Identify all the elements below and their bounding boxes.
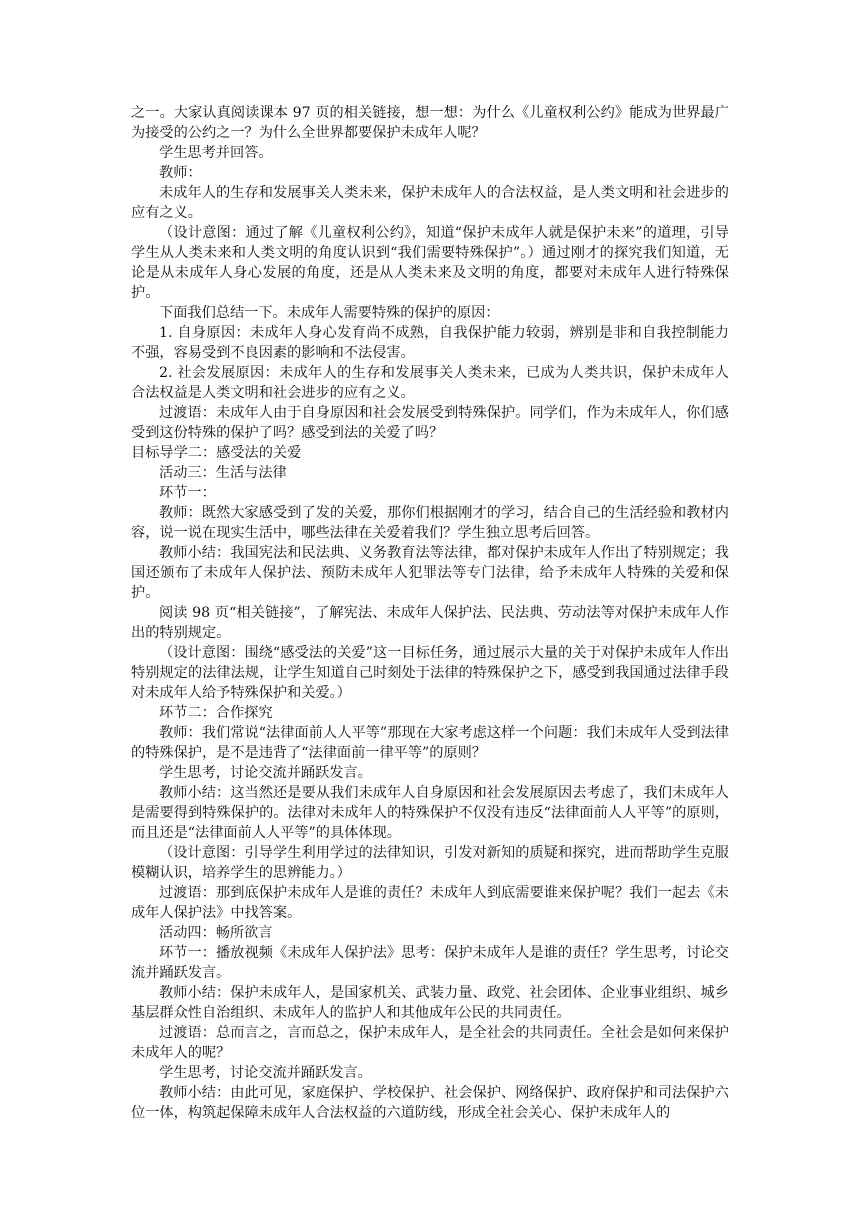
teacher-summary: 教师小结：我国宪法和民法典、义务教育法等法律，都对保护未成年人作出了特别规定；我国还颁布了未成年人保护法、预防未成年人犯罪法等专门法律，给予未成年人特殊的关爱和保护。	[131, 545, 729, 601]
paragraph: 之一。大家认真阅读课本 97 页的相关链接，想一想：为什么《儿童权利公约》能成为世界最广为接受的公约之一？为什么全世界都要保护未成年人呢？	[131, 105, 729, 141]
paragraph: 教师：	[159, 165, 202, 181]
transition-text: 过渡语：未成年人由于自身原因和社会发展受到特殊保护。同学们，作为未成年人，你们感受到这份特殊的保护了吗？感受到法的关爱了吗？	[131, 405, 729, 441]
teacher-summary: 教师小结：保护未成年人，是国家机关、武装力量、政党、社会团体、企业事业组织、城乡基层群众性自治组织、未成年人的监护人和其他成年公民的共同责任。	[131, 985, 729, 1021]
paragraph: 阅读 98 页“相关链接”，了解宪法、未成年人保护法、民法典、劳动法等对保护未成年人作出的特别规定。	[131, 605, 729, 641]
activity-heading: 活动四：畅所欲言	[159, 925, 273, 941]
paragraph: 教师：我们常说“法律面前人人平等”那现在大家考虑这样一个问题：我们未成年人受到法律的特殊保护，是不是违背了“法律面前一律平等”的原则？	[131, 725, 729, 761]
design-intent-note: （设计意图：围绕“感受法的关爱”这一目标任务，通过展示大量的关于对保护未成年人作出特别规定的法律法规，让学生知道自己时刻处于法律的特殊保护之下，感受到我国通过法律手段对未成年人给予特殊保护和关爱。）	[131, 645, 729, 701]
teacher-summary: 教师小结：这当然还是要从我们未成年人自身原因和社会发展原因去考虑了，我们未成年人是需要得到特殊保护的。法律对未成年人的特殊保护不仅没有违反“法律面前人人平等”的原则，而且还是“法律面前人人平等”的具体体现。	[131, 785, 729, 841]
paragraph: 未成年人的生存和发展事关人类未来，保护未成年人的合法权益，是人类文明和社会进步的应有之义。	[131, 185, 729, 221]
activity-heading: 活动三：生活与法律	[159, 465, 287, 481]
list-item: 1. 自身原因：未成年人身心发育尚不成熟，自我保护能力较弱，辨别是非和自我控制能力不强，容易受到不良因素的影响和不法侵害。	[131, 325, 729, 361]
transition-text: 过渡语：总而言之，言而总之，保护未成年人，是全社会的共同责任。全社会是如何来保护未成年人的呢？	[131, 1025, 729, 1061]
paragraph: 环节一：播放视频《未成年人保护法》思考：保护未成年人是谁的责任？学生思考，讨论交流并踊跃发言。	[131, 945, 729, 981]
document-body	[131, 103, 729, 1123]
step-heading: 环节二：合作探究	[159, 705, 273, 721]
step-heading: 环节一：	[159, 485, 216, 501]
paragraph: 学生思考，讨论交流并踊跃发言。	[159, 1065, 372, 1081]
transition-text: 过渡语：那到底保护未成年人是谁的责任？未成年人到底需要谁来保护呢？我们一起去《未成年人保护法》中找答案。	[131, 885, 729, 921]
paragraph: 教师：既然大家感受到了发的关爱，那你们根据刚才的学习，结合自己的生活经验和教材内容，说一说在现实生活中，哪些法律在关爱着我们？学生独立思考后回答。	[131, 505, 729, 541]
paragraph: 学生思考，讨论交流并踊跃发言。	[159, 765, 372, 781]
list-item: 2. 社会发展原因：未成年人的生存和发展事关人类未来，已成为人类共识，保护未成年人合法权益是人类文明和社会进步的应有之义。	[131, 365, 729, 401]
paragraph: 学生思考并回答。	[159, 145, 273, 161]
section-heading: 目标导学二：感受法的关爱	[131, 445, 302, 461]
design-intent-note: （设计意图：引导学生利用学过的法律知识，引发对新知的质疑和探究，进而帮助学生克服模糊认识，培养学生的思辨能力。）	[131, 845, 729, 881]
design-intent-note: （设计意图：通过了解《儿童权利公约》，知道“保护未成年人就是保护未来”的道理，引导学生从人类未来和人类文明的角度认识到“我们需要特殊保护”。）通过刚才的探究我们知道，无论是从未成年人身心发展的角度，还是从人类未来及文明的角度，都要对未成年人进行特殊保护。	[131, 225, 729, 301]
teacher-summary: 教师小结：由此可见，家庭保护、学校保护、社会保护、网络保护、政府保护和司法保护六位一体，构筑起保障未成年人合法权益的六道防线，形成全社会关心、保护未成年人的	[131, 1085, 729, 1121]
paragraph: 下面我们总结一下。未成年人需要特殊的保护的原因：	[159, 305, 500, 321]
